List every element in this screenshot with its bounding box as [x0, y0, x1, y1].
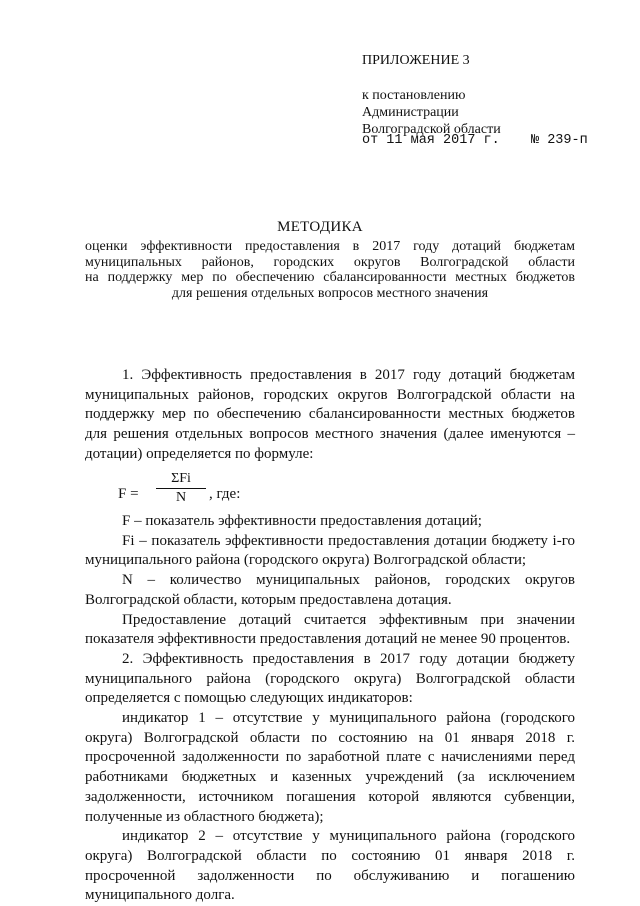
formula-lhs: F = [118, 486, 139, 502]
appendix-number: № 239-п [531, 133, 588, 148]
appendix-line: к постановлению [362, 88, 466, 103]
subtitle-line: для решения отдельных вопросов местного значения [171, 285, 489, 301]
paragraph: Предоставление дотаций считается эффективным при значении показателя эффективности предоставления дотаций не менее 90 процентов. [85, 611, 575, 648]
appendix-title: ПРИЛОЖЕНИЕ 3 [362, 53, 470, 68]
subtitle-line: муниципальных районов, городских округов Волгоградской области [85, 254, 575, 270]
appendix-line: Волгоградской области [362, 122, 501, 137]
appendix-date: от 11 мая 2017 г. [362, 133, 500, 148]
appendix-line: Администрации [362, 105, 459, 120]
paragraph: 2. Эффективность предоставления в 2017 году дотации бюджету муниципального района (городского округа) Волгоградской области определяется с помощью следующих индикаторов: [85, 650, 575, 707]
formula-numerator: ΣFi [171, 471, 191, 486]
formula-rhs: , где: [209, 486, 241, 502]
subtitle-line: на поддержку мер по обеспечению сбалансированности местных бюджетов [85, 270, 575, 285]
subtitle-line: оценки эффективности предоставления в 2017 году дотаций бюджетам [85, 239, 575, 254]
formula-denominator: N [175, 490, 187, 505]
formula-fraction [156, 471, 206, 506]
method-title: МЕТОДИКА [277, 219, 363, 235]
appendix-block [362, 52, 501, 138]
method-subtitle [85, 239, 575, 301]
paragraph: N – количество муниципальных районов, городских округов Волгоградской области, которым предоставлена дотация. [85, 572, 575, 608]
paragraph: индикатор 1 – отсутствие у муниципального района (городского округа) Волгоградской области по состоянию на 01 января 2018 г. просроченной задолженности по заработной плате с начислениями перед работниками бюджетных и казенных учреждений (за исключением задолженности, источником погашения которой являются субвенции, полученные из областного бюджета); [85, 710, 575, 825]
paragraph-block-1 [85, 366, 575, 465]
fraction-bar [156, 488, 206, 489]
paragraph: F – показатель эффективности предоставления дотаций; [122, 513, 482, 529]
paragraph: Fi – показатель эффективности предоставления дотации бюджету i-го муниципального района (городского округа) Волгоградской области; [85, 532, 575, 569]
paragraph-block-2 [85, 512, 575, 906]
paragraph: индикатор 2 – отсутствие у муниципального района (городского округа) Волгоградской области по состоянию 01 января 2018 г. просроченной задолженности по обслуживанию и погашению муниципального долга. [85, 828, 575, 904]
paragraph: 1. Эффективность предоставления в 2017 году дотаций бюджетам муниципальных районов, городских округов Волгоградской области на поддержку мер по обеспечению сбалансированности местных бюджетов для решения отдельных вопросов местного значения (далее именуются – дотации) определяется по формуле: [85, 367, 575, 462]
